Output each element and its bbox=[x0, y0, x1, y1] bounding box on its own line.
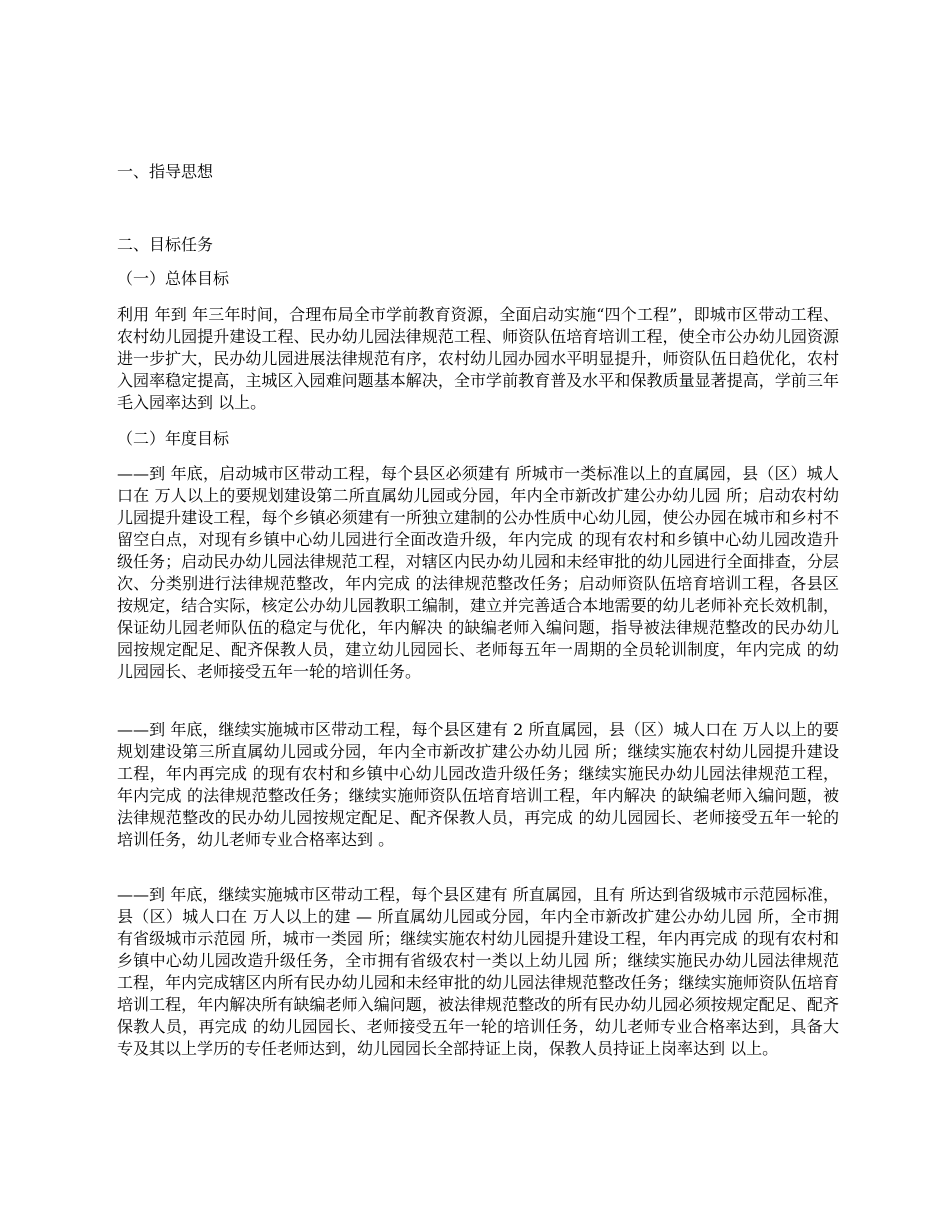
subheading-overall-goal: （一）总体目标 bbox=[117, 269, 230, 288]
paragraph-annual-goal-year1: ——到 年底，启动城市区带动工程，每个县区必须建有 所城市一类标准以上的直属园，县（区）城人口在 万人以上的要规划建设第二所直属幼儿园或分园，年内全市新改扩建公办幼儿园 所；启动农村幼儿园提升建设工程，每个乡镇必须建有一所独立建制的公办性质中心幼儿园，使公办园在城市和乡村不留空白点，对现有乡镇中心幼儿园进行全面改造升级，年内完成 的现有农村和乡镇中心幼儿园改造升级任务；启动民办幼儿园法律规范工程，对辖区内民办幼儿园和未经审批的幼儿园进行全面排查，分层次、分类别进行法律规范整改，年内完成 的法律规范整改任务；启动师资队伍培育培训工程，各县区按规定，结合实际，核定公办幼儿园教职工编制，建立并完善适合本地需要的幼儿老师补充长效机制，保证幼儿园老师队伍的稳定与优化，年内解决 的缺编老师入编问题，指导被法律规范整改的民办幼儿园按规定配足、配齐保教人员，建立幼儿园园长、老师每五年一周期的全员轮训制度，年内完成 的幼儿园园长、老师接受五年一轮的培训任务。 bbox=[117, 464, 839, 681]
paragraph-annual-goal-year3: ——到 年底，继续实施城市区带动工程，每个县区建有 所直属园，且有 所达到省级城市示范园标准，县（区）城人口在 万人以上的建 — 所直属幼儿园或分园，年内全市新改扩建公办幼儿园 所，全市拥有省级城市示范园 所，城市一类园 所；继续实施农村幼儿园提升建设工程，年内再完成 的现有农村和乡镇中心幼儿园改造升级任务，全市拥有省级农村一类以上幼儿园 所；继续实施民办幼儿园法律规范工程，年内完成辖区内所有民办幼儿园和未经审批的幼儿园法律规范整改任务；继续实施师资队伍培育培训工程，年内解决所有缺编老师入编问题，被法律规范整改的所有民办幼儿园必须按规定配足、配齐保教人员，再完成 的幼儿园园长、老师接受五年一轮的培训任务，幼儿老师专业合格率达到，具备大专及其以上学历的专任老师达到，幼儿园园长全部持证上岗，保教人员持证上岗率达到 以上。 bbox=[117, 885, 839, 1058]
section-heading-guiding-ideology: 一、指导思想 bbox=[117, 162, 214, 181]
subheading-annual-goals: （二）年度目标 bbox=[117, 429, 230, 448]
section-heading-goals-tasks: 二、目标任务 bbox=[117, 235, 214, 254]
paragraph-annual-goal-year2: ——到 年底，继续实施城市区带动工程，每个县区建有 2 所直属园，县（区）城人口在 万人以上的要规划建设第三所直属幼儿园或分园，年内全市新改扩建公办幼儿园 所；继续实施农村幼儿园提升建设工程，年内再完成 的现有农村和乡镇中心幼儿园改造升级任务；继续实施民办幼儿园法律规范工程，年内完成 的法律规范整改任务；继续实施师资队伍培育培训工程，年内解决 的缺编老师入编问题，被法律规范整改的民办幼儿园按规定配足、配齐保教人员，再完成 的幼儿园园长、老师接受五年一轮的培训任务，幼儿老师专业合格率达到 。 bbox=[117, 720, 839, 849]
paragraph-overall-goal: 利用 年到 年三年时间，合理布局全市学前教育资源，全面启动实施“四个工程”，即城市区带动工程、农村幼儿园提升建设工程、民办幼儿园法律规范工程、师资队伍培育培训工程，使全市公办幼儿园资源进一步扩大，民办幼儿园进展法律规范有序，农村幼儿园办园水平明显提升，师资队伍日趋优化，农村入园率稳定提高，主城区入园难问题基本解决，全市学前教育普及水平和保教质量显著提高，学前三年毛入园率达到 以上。 bbox=[117, 305, 839, 412]
